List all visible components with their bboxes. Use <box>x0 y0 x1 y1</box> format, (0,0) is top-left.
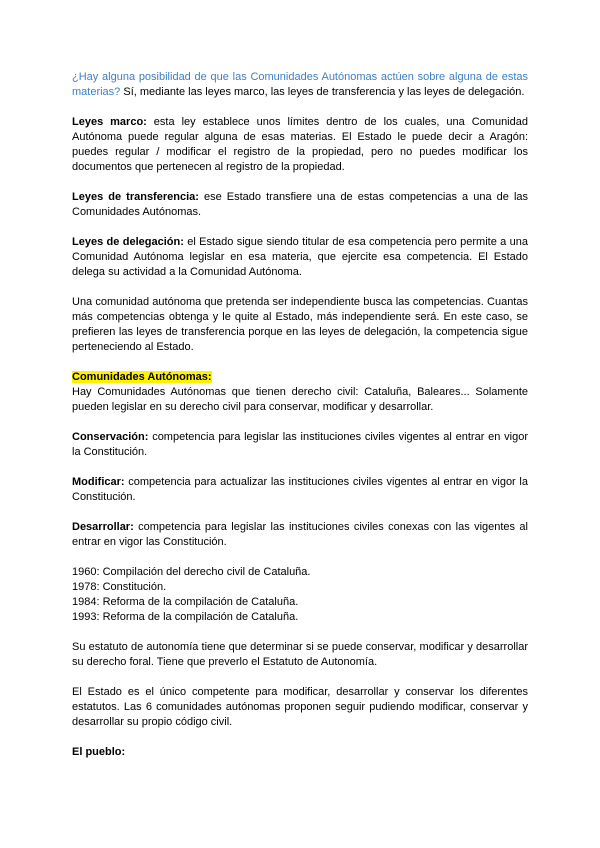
timeline-item: 1978: Constitución. <box>72 581 167 593</box>
text-desarrollar: competencia para legislar las instituciones civiles conexas con las vigentes al entrar en vigor las Constitución. <box>72 521 528 548</box>
question-text: ¿Hay alguna posibilidad de que las Comunidades Autónomas actúen sobre alguna de estas materias? <box>72 71 528 98</box>
paragraph-leyes-delegacion <box>72 235 528 280</box>
term-modificar: Modificar: <box>72 476 125 488</box>
timeline-item: 1984: Reforma de la compilación de Cataluña. <box>72 596 299 608</box>
text-comunidades-autonomas: Hay Comunidades Autónomas que tienen derecho civil: Cataluña, Baleares... Solamente pueden legislar en su derecho civil para conservar, modificar y desarrollar. <box>72 386 528 413</box>
term-leyes-transferencia: Leyes de transferencia: <box>72 191 199 203</box>
term-leyes-delegacion: Leyes de delegación: <box>72 236 184 248</box>
text-conservacion: competencia para legislar las instituciones civiles vigentes al entrar en vigor la Constitución. <box>72 431 528 458</box>
term-desarrollar: Desarrollar: <box>72 521 134 533</box>
text-leyes-delegacion: el Estado sigue siendo titular de esa competencia pero permite a una Comunidad Autónoma legislar en esa materia, que ejercite esa competencia. El Estado delega su actividad a la Comunidad Autónoma. <box>72 236 528 278</box>
paragraph-estatuto <box>72 640 528 670</box>
paragraph-leyes-transferencia <box>72 190 528 220</box>
section-comunidades-autonomas <box>72 370 528 415</box>
answer-text: Sí, mediante las leyes marco, las leyes de transferencia y las leyes de delegación. <box>120 86 525 98</box>
text-estatuto: Su estatuto de autonomía tiene que determinar si se puede conservar, modificar y desarrollar su derecho foral. Tiene que preverlo el Estatuto de Autonomía. <box>72 641 528 668</box>
paragraph-modificar <box>72 475 528 505</box>
heading-comunidades-autonomas: Comunidades Autónomas: <box>72 371 212 383</box>
text-leyes-marco: esta ley establece unos límites dentro de los cuales, una Comunidad Autónoma puede regular alguna de esas materias. El Estado le puede decir a Aragón: puedes regular / modificar el registro de la propiedad, pero no puedes modificar los documentos que pertenecen al registro de la propiedad. <box>72 116 528 173</box>
text-modificar: competencia para actualizar las instituciones civiles vigentes al entrar en vigor la Constitución. <box>72 476 528 503</box>
paragraph-conservacion <box>72 430 528 460</box>
term-conservacion: Conservación: <box>72 431 149 443</box>
text-independencia: Una comunidad autónoma que pretenda ser independiente busca las competencias. Cuantas más competencias obtenga y le quite al Estado, más independiente será. En este caso, se prefieren las leyes de transferencia porque en las leyes de delegación, la competencia sigue perteneciendo al Estado. <box>72 296 528 353</box>
timeline-item: 1993: Reforma de la compilación de Cataluña. <box>72 611 299 623</box>
paragraph-desarrollar <box>72 520 528 550</box>
paragraph-leyes-marco <box>72 115 528 175</box>
paragraph-question <box>72 70 528 100</box>
document-page <box>72 70 528 760</box>
term-leyes-marco: Leyes marco: <box>72 116 147 128</box>
heading-el-pueblo: El pueblo: <box>72 746 126 758</box>
paragraph-independencia <box>72 295 528 355</box>
timeline-list <box>72 565 528 625</box>
paragraph-estado <box>72 685 528 730</box>
timeline-item: 1960: Compilación del derecho civil de Cataluña. <box>72 566 311 578</box>
text-estado: El Estado es el único competente para modificar, desarrollar y conservar los diferentes estatutos. Las 6 comunidades autónomas proponen seguir pudiendo modificar, conservar y desarrollar su propio código civil. <box>72 686 528 728</box>
paragraph-pueblo <box>72 745 528 760</box>
text-leyes-transferencia: ese Estado transfiere una de estas competencias a una de las Comunidades Autónomas. <box>72 191 529 218</box>
